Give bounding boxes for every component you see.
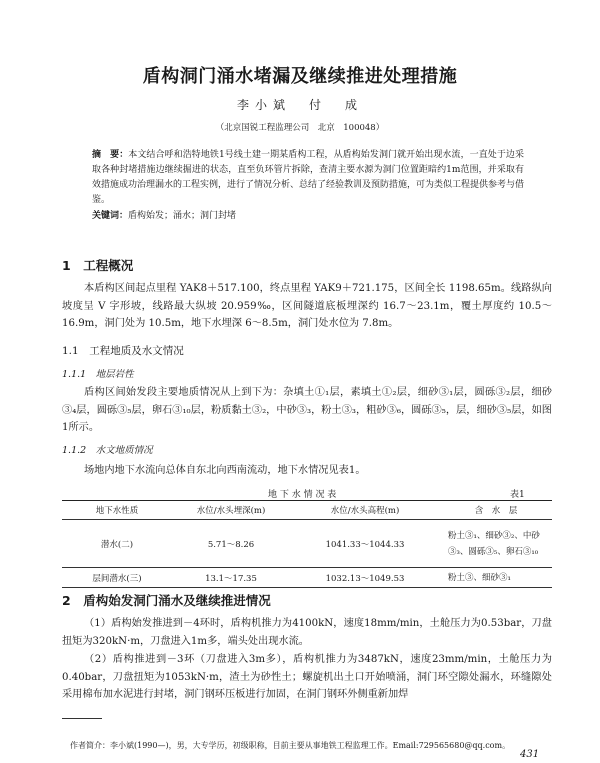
section-2-paragraph-2: （2）盾构推进到－3环（刀盘进入3m多），盾构机推力为3487kN，速度23mm/min，土舱压力为0.40bar，刀盘扭矩为1053kN·m，渣土为砂性土；螺旋机出土口开始喷涌，洞门环空隙处漏水，环缝隙处采用棉布加水泥进行封堵，洞门钢环压板进行加固，在洞门钢环外侧重新加焊 (62, 654, 552, 700)
affiliation: （北京国锐工程监理公司 北京 100048） (215, 123, 385, 133)
section-1-1-2-heading: 1.1.2 水文地质情况 (62, 445, 153, 456)
section-1-1-1-heading: 1.1.1 地层岩性 (62, 369, 134, 380)
section-1-1-2-paragraph: 场地内地下水流向总体自东北向西南流动，地下水情况见表1。 (84, 465, 366, 476)
table-row (62, 520, 552, 568)
authors: 李小斌 付 成 (236, 98, 363, 112)
section-1-paragraph: 本盾构区间起点里程 YAK8＋517.100，终点里程 YAK9＋721.175，区间全长 1198.65m。线路纵向坡度呈 V 字形坡，线路最大纵坡 20.959‰，区间隧道底板埋深约 16.7～23.1m，覆土厚度约 10.5～16.9m，洞门处为 10.5m，地下水埋深 6～8.5m，洞门处水位为 7.8m。 (62, 283, 552, 329)
table-cell: 粉土③₁、细砂③₂、中砂③₃、圆砾③₅、卵石③₁₀ (440, 520, 552, 568)
section-2-heading: 2 盾构始发洞门涌水及继续推进情况 (62, 593, 271, 608)
keywords (92, 208, 524, 221)
page-number: 431 (520, 749, 540, 760)
table-header: 水位/水头高程(m) (290, 501, 440, 520)
table-number: 表1 (510, 490, 525, 500)
abstract-label: 摘 要： (92, 150, 129, 160)
table-cell: 1032.13～1049.53 (290, 568, 440, 588)
section-1-1-heading: 1.1 工程地质及水文情况 (62, 345, 184, 357)
table-row (62, 568, 552, 588)
keywords-label: 关键词： (92, 211, 129, 221)
section-1-heading: 1 工程概况 (62, 258, 134, 273)
table-cell: 1041.33～1044.33 (290, 520, 440, 568)
keywords-text: 盾构始发；涌水；洞门封堵 (128, 211, 237, 221)
table-cell: 5.71～8.26 (172, 520, 290, 568)
section-2-paragraph-1: （1）盾构始发推进到－4环时，盾构机推力为4100kN，速度18mm/min，土舱压力为0.53bar，刀盘扭矩为320kN·m，刀盘进入1m多，端头处出现水流。 (62, 618, 552, 647)
table-cell: 潜水(二) (62, 520, 172, 568)
groundwater-table (62, 500, 552, 588)
abstract (92, 148, 524, 208)
section-1-1-1-paragraph: 盾构区间始发段主要地质情况从上到下为：杂填土①₁层，素填土①₂层，细砂③₁层，圆砾③₂层，细砂③₄层，圆砾③₅层，卵石③₁₀层，粉质黏土③₂，中砂③₃，粉土③₃，粗砂③₆，圆砾③₅，层，细砂③₅层，如图1所示。 (62, 387, 552, 433)
paper-title: 盾构洞门涌水堵漏及继续推进处理措施 (142, 66, 458, 87)
table-cell: 13.1～17.35 (172, 568, 290, 588)
table-header-row (62, 501, 552, 520)
table-caption: 地 下 水 情 况 表 (268, 490, 337, 500)
footnote-rule (62, 718, 102, 719)
table-header: 地下水性质 (62, 501, 172, 520)
table-header: 含 水 层 (440, 501, 552, 520)
table-cell: 粉土③、细砂③₁ (440, 568, 552, 588)
abstract-text: 本文结合呼和浩特地铁1号线土建一期某盾构工程，从盾构始发洞门就开始出现水流，一直处于边采取各种封堵措施边继续掘进的状态，直至负环管片拆除，查清主要水源为洞门位置距暗约1m范围，并采取有效措施成功治理漏水的工程实例，进行了情况分析、总结了经验教训及预防措施，可为类似工程提供参考与借鉴。 (92, 150, 525, 205)
footnote: 作者简介：李小斌(1990—)，男，大专学历，初级职称，目前主要从事地铁工程监理工作。Email:729565680@qq.com。 (70, 741, 511, 750)
table-cell: 层间潜水(三) (62, 568, 172, 588)
table-header: 水位/水头埋深(m) (172, 501, 290, 520)
